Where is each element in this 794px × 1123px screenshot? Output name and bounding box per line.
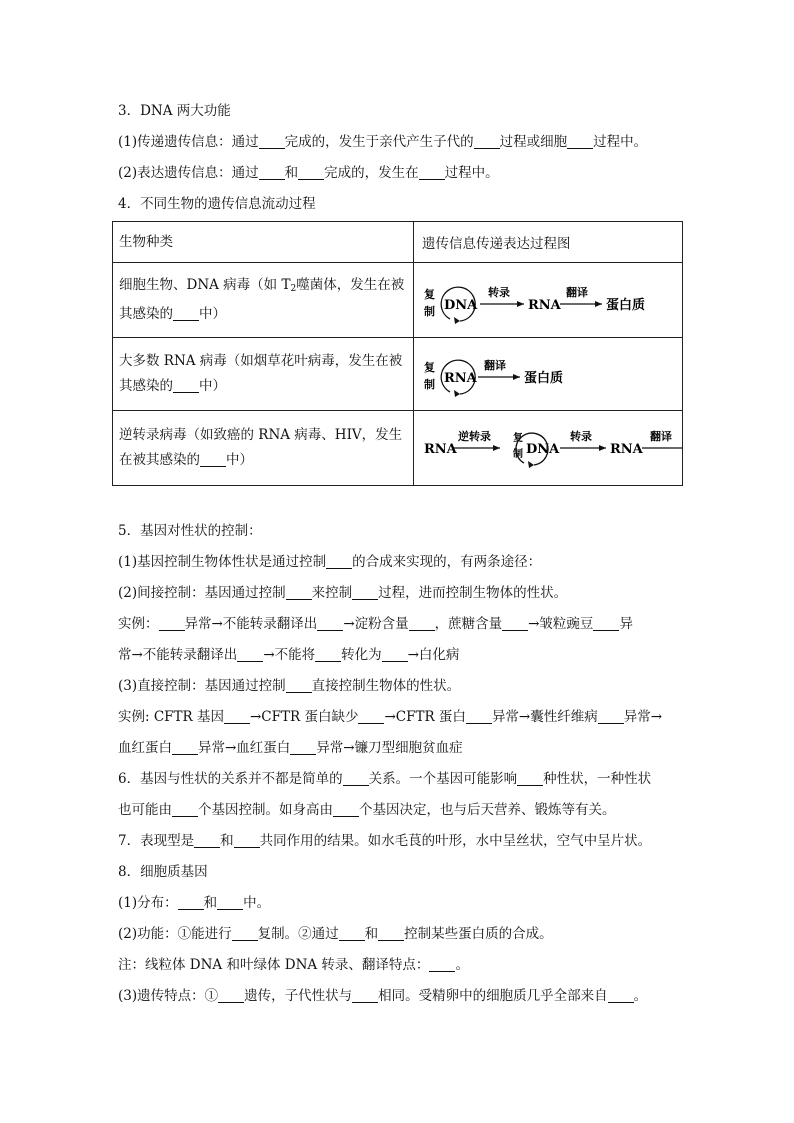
- fill-blank[interactable]: [343, 770, 369, 786]
- table-header-process: 遗传信息传递表达过程图: [414, 222, 683, 263]
- fill-blank[interactable]: [326, 553, 352, 569]
- svg-text:制: 制: [513, 449, 523, 460]
- protein-label: 蛋白质: [524, 371, 564, 386]
- example-line: 实例： 异常→不能转录翻译出 →淀粉含量 ，蔗糖含量 →皱粒豌豆 异: [118, 616, 633, 632]
- text-block-bottom: [118, 516, 688, 1012]
- flow-diagram-cell: [414, 411, 683, 486]
- svg-text:复: 复: [513, 433, 523, 444]
- fill-blank[interactable]: [419, 164, 445, 180]
- fill-blank[interactable]: [172, 801, 198, 817]
- flow-diagram-cell: [414, 263, 683, 338]
- fill-blank[interactable]: [237, 646, 263, 662]
- dna-flow-diagram: [414, 263, 682, 337]
- fill-blank[interactable]: [474, 133, 500, 149]
- fill-blank[interactable]: [339, 925, 365, 941]
- fill-blank[interactable]: [259, 133, 285, 149]
- fill-blank[interactable]: [352, 584, 378, 600]
- flow-diagram-cell: [414, 338, 683, 411]
- fill-blank[interactable]: [502, 615, 528, 631]
- fill-blank[interactable]: [317, 615, 343, 631]
- fill-blank[interactable]: [429, 956, 455, 972]
- organism-cell: 细胞生物、DNA 病毒（如 $T_2$噬菌体，发生在被 其感染的 中）: [113, 263, 414, 338]
- fill-blank[interactable]: [378, 925, 404, 941]
- fill-blank[interactable]: [517, 770, 543, 786]
- fill-blank[interactable]: [466, 708, 492, 724]
- section-3-item-2: (2)表达遗传信息：通过 和 完成的，发生在 过程中。: [118, 165, 499, 181]
- svg-text:制: 制: [424, 305, 435, 318]
- organism-cell: 大多数 RNA 病毒（如烟草花叶病毒，发生在被 其感染的 中）: [113, 338, 414, 411]
- example-line: 常→不能转录翻译出 →不能将 转化为 →白化病: [118, 647, 460, 663]
- fill-blank[interactable]: [159, 615, 185, 631]
- fill-blank[interactable]: [224, 708, 250, 724]
- rna-label: RNA: [424, 442, 457, 457]
- rna-label: RNA: [444, 371, 477, 386]
- info-flow-table: [112, 221, 683, 486]
- fill-blank[interactable]: [178, 894, 204, 910]
- section-4-title: 4．不同生物的遗传信息流动过程: [118, 196, 316, 212]
- fill-blank[interactable]: [286, 677, 312, 693]
- fill-blank[interactable]: [200, 451, 226, 467]
- fill-blank[interactable]: [315, 646, 341, 662]
- dna-label: DNA: [444, 298, 478, 313]
- fill-blank[interactable]: [218, 987, 244, 1003]
- fill-blank[interactable]: [358, 708, 384, 724]
- section-6-line-2: 也可能由 个基因控制。如身高由 个基因决定，也与后天营养、锻炼等有关。: [118, 802, 616, 818]
- section-5-item-2: (2)间接控制：基因通过控制 来控制 过程，进而控制生物体的性状。: [118, 585, 568, 601]
- svg-text:翻译: 翻译: [484, 359, 506, 372]
- example-line: 实例: CFTR 基因 →CFTR 蛋白缺少 →CFTR 蛋白 异常→囊性纤维病 异常→: [118, 709, 663, 725]
- table-header-organism: 生物种类: [113, 222, 414, 263]
- section-6-line-1: 6．基因与性状的关系并不都是简单的 关系。一个基因可能影响 种性状，一种性状: [118, 771, 652, 787]
- section-5-title: 5．基因对性状的控制：: [118, 523, 262, 539]
- fill-blank[interactable]: [232, 925, 258, 941]
- svg-text:逆转录: 逆转录: [458, 430, 491, 443]
- svg-text:翻译: 翻译: [650, 430, 672, 443]
- text-block-top: [118, 96, 688, 220]
- fill-blank[interactable]: [298, 164, 324, 180]
- section-8-item-2: (2)功能：①能进行 复制。②通过 和 控制某些蛋白质的合成。: [118, 926, 553, 942]
- table-row: [113, 411, 683, 486]
- svg-text:复: 复: [424, 361, 435, 374]
- table-row: [113, 338, 683, 411]
- organism-cell: 逆转录病毒（如致癌的 RNA 病毒、HIV，发生 在被其感染的 中）: [113, 411, 414, 486]
- section-3-title: 3．DNA 两大功能: [118, 103, 231, 119]
- fill-blank[interactable]: [173, 305, 199, 321]
- fill-blank[interactable]: [352, 987, 378, 1003]
- section-5-item-3: (3)直接控制：基因通过控制 直接控制生物体的性状。: [118, 678, 461, 694]
- dna-label: DNA: [526, 442, 560, 457]
- fill-blank[interactable]: [382, 646, 408, 662]
- fill-blank[interactable]: [217, 894, 243, 910]
- svg-text:翻译: 翻译: [566, 286, 588, 299]
- fill-blank[interactable]: [290, 739, 316, 755]
- fill-blank[interactable]: [234, 832, 260, 848]
- fill-blank[interactable]: [286, 584, 312, 600]
- section-7: 7．表现型是 和 共同作用的结果。如水毛茛的叶形，水中呈丝状，空气中呈片状。: [118, 833, 652, 849]
- section-8-note: 注：线粒体 DNA 和叶绿体 DNA 转录、翻译特点： 。: [118, 957, 469, 973]
- section-8-title: 8．细胞质基因: [118, 864, 208, 880]
- svg-text:复: 复: [424, 288, 435, 301]
- fill-blank[interactable]: [259, 164, 285, 180]
- section-8-item-1: (1)分布： 和 中。: [118, 895, 271, 911]
- fill-blank[interactable]: [333, 801, 359, 817]
- section-5-item-1: (1)基因控制生物体性状是通过控制 的合成来实现的，有两条途径：: [118, 554, 542, 570]
- table-row: [113, 263, 683, 338]
- svg-text:制: 制: [424, 378, 435, 391]
- section-8-item-3: (3)遗传特点：① 遗传，子代性状与 相同。受精卵中的细胞质几乎全部来自 。: [118, 988, 648, 1004]
- fill-blank[interactable]: [173, 377, 199, 393]
- section-3-item-1: (1)传递遗传信息：通过 完成的，发生于亲代产生子代的 过程或细胞 过程中。: [118, 134, 648, 150]
- fill-blank[interactable]: [593, 615, 619, 631]
- protein-label: 蛋白质: [606, 298, 646, 313]
- retrovirus-flow-diagram: [414, 411, 682, 485]
- fill-blank[interactable]: [598, 708, 624, 724]
- rna-label: RNA: [610, 442, 643, 457]
- fill-blank[interactable]: [567, 133, 593, 149]
- rna-label: RNA: [528, 298, 561, 313]
- fill-blank[interactable]: [409, 615, 435, 631]
- fill-blank[interactable]: [608, 987, 634, 1003]
- rna-flow-diagram: [414, 338, 682, 410]
- fill-blank[interactable]: [172, 739, 198, 755]
- svg-text:转录: 转录: [488, 286, 510, 299]
- fill-blank[interactable]: [194, 832, 220, 848]
- example-line: 血红蛋白 异常→血红蛋白 异常→镰刀型细胞贫血症: [118, 740, 463, 756]
- svg-text:转录: 转录: [570, 430, 592, 443]
